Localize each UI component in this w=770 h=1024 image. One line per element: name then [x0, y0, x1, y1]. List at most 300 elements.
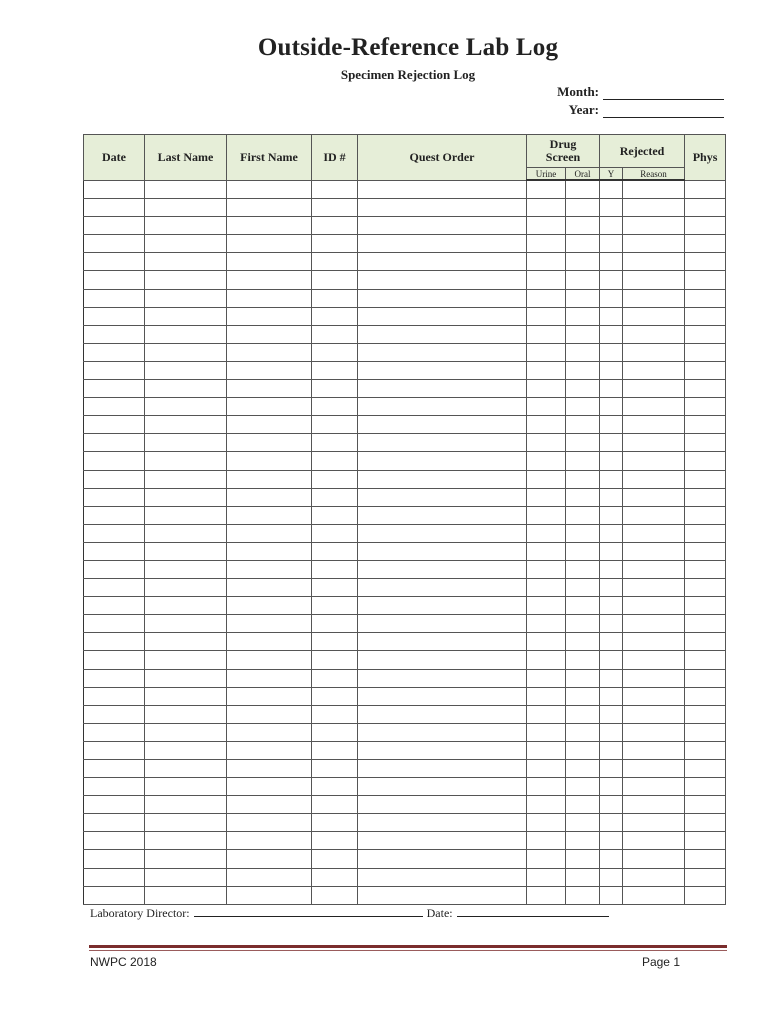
cell-date[interactable]: [84, 235, 145, 253]
cell-phys[interactable]: [685, 850, 726, 868]
cell-urine[interactable]: [527, 778, 566, 796]
cell-last-name[interactable]: [145, 542, 227, 560]
cell-last-name[interactable]: [145, 741, 227, 759]
cell-last-name[interactable]: [145, 289, 227, 307]
cell-y[interactable]: [600, 180, 623, 199]
cell-y[interactable]: [600, 741, 623, 759]
cell-quest-order[interactable]: [358, 506, 527, 524]
cell-oral[interactable]: [566, 506, 600, 524]
cell-date[interactable]: [84, 307, 145, 325]
cell-id[interactable]: [312, 651, 358, 669]
cell-y[interactable]: [600, 705, 623, 723]
cell-phys[interactable]: [685, 343, 726, 361]
cell-phys[interactable]: [685, 542, 726, 560]
cell-id[interactable]: [312, 687, 358, 705]
cell-first-name[interactable]: [227, 416, 312, 434]
cell-quest-order[interactable]: [358, 488, 527, 506]
cell-last-name[interactable]: [145, 361, 227, 379]
cell-last-name[interactable]: [145, 850, 227, 868]
cell-reason[interactable]: [623, 687, 685, 705]
cell-quest-order[interactable]: [358, 416, 527, 434]
cell-urine[interactable]: [527, 361, 566, 379]
cell-y[interactable]: [600, 633, 623, 651]
cell-y[interactable]: [600, 452, 623, 470]
cell-reason[interactable]: [623, 560, 685, 578]
cell-last-name[interactable]: [145, 778, 227, 796]
cell-quest-order[interactable]: [358, 289, 527, 307]
cell-phys[interactable]: [685, 506, 726, 524]
cell-urine[interactable]: [527, 524, 566, 542]
cell-oral[interactable]: [566, 434, 600, 452]
cell-oral[interactable]: [566, 687, 600, 705]
cell-id[interactable]: [312, 597, 358, 615]
cell-reason[interactable]: [623, 579, 685, 597]
cell-urine[interactable]: [527, 687, 566, 705]
cell-phys[interactable]: [685, 886, 726, 904]
cell-date[interactable]: [84, 506, 145, 524]
cell-y[interactable]: [600, 235, 623, 253]
cell-first-name[interactable]: [227, 380, 312, 398]
cell-oral[interactable]: [566, 886, 600, 904]
cell-quest-order[interactable]: [358, 470, 527, 488]
cell-y[interactable]: [600, 271, 623, 289]
cell-last-name[interactable]: [145, 180, 227, 199]
cell-y[interactable]: [600, 289, 623, 307]
cell-date[interactable]: [84, 760, 145, 778]
cell-urine[interactable]: [527, 850, 566, 868]
cell-urine[interactable]: [527, 705, 566, 723]
cell-y[interactable]: [600, 579, 623, 597]
cell-id[interactable]: [312, 434, 358, 452]
cell-oral[interactable]: [566, 307, 600, 325]
cell-urine[interactable]: [527, 343, 566, 361]
cell-quest-order[interactable]: [358, 199, 527, 217]
cell-y[interactable]: [600, 361, 623, 379]
cell-y[interactable]: [600, 506, 623, 524]
cell-id[interactable]: [312, 506, 358, 524]
cell-date[interactable]: [84, 723, 145, 741]
cell-date[interactable]: [84, 217, 145, 235]
cell-last-name[interactable]: [145, 199, 227, 217]
cell-urine[interactable]: [527, 615, 566, 633]
cell-last-name[interactable]: [145, 868, 227, 886]
cell-quest-order[interactable]: [358, 669, 527, 687]
cell-y[interactable]: [600, 380, 623, 398]
cell-oral[interactable]: [566, 452, 600, 470]
cell-last-name[interactable]: [145, 760, 227, 778]
cell-last-name[interactable]: [145, 217, 227, 235]
cell-reason[interactable]: [623, 597, 685, 615]
cell-last-name[interactable]: [145, 705, 227, 723]
cell-date[interactable]: [84, 669, 145, 687]
cell-reason[interactable]: [623, 886, 685, 904]
cell-quest-order[interactable]: [358, 579, 527, 597]
cell-phys[interactable]: [685, 868, 726, 886]
cell-urine[interactable]: [527, 398, 566, 416]
cell-urine[interactable]: [527, 470, 566, 488]
cell-first-name[interactable]: [227, 886, 312, 904]
cell-first-name[interactable]: [227, 325, 312, 343]
cell-urine[interactable]: [527, 597, 566, 615]
cell-reason[interactable]: [623, 416, 685, 434]
cell-last-name[interactable]: [145, 886, 227, 904]
cell-oral[interactable]: [566, 199, 600, 217]
cell-urine[interactable]: [527, 633, 566, 651]
cell-id[interactable]: [312, 361, 358, 379]
cell-phys[interactable]: [685, 669, 726, 687]
cell-phys[interactable]: [685, 235, 726, 253]
cell-oral[interactable]: [566, 615, 600, 633]
cell-oral[interactable]: [566, 235, 600, 253]
cell-last-name[interactable]: [145, 271, 227, 289]
cell-oral[interactable]: [566, 398, 600, 416]
cell-id[interactable]: [312, 741, 358, 759]
cell-last-name[interactable]: [145, 325, 227, 343]
cell-phys[interactable]: [685, 199, 726, 217]
cell-urine[interactable]: [527, 741, 566, 759]
cell-oral[interactable]: [566, 289, 600, 307]
cell-oral[interactable]: [566, 560, 600, 578]
cell-oral[interactable]: [566, 760, 600, 778]
cell-phys[interactable]: [685, 524, 726, 542]
cell-id[interactable]: [312, 615, 358, 633]
cell-reason[interactable]: [623, 778, 685, 796]
cell-quest-order[interactable]: [358, 814, 527, 832]
cell-urine[interactable]: [527, 253, 566, 271]
cell-id[interactable]: [312, 633, 358, 651]
cell-reason[interactable]: [623, 343, 685, 361]
cell-id[interactable]: [312, 886, 358, 904]
cell-last-name[interactable]: [145, 235, 227, 253]
cell-id[interactable]: [312, 850, 358, 868]
cell-reason[interactable]: [623, 669, 685, 687]
cell-last-name[interactable]: [145, 452, 227, 470]
cell-quest-order[interactable]: [358, 253, 527, 271]
cell-y[interactable]: [600, 796, 623, 814]
cell-phys[interactable]: [685, 633, 726, 651]
cell-first-name[interactable]: [227, 868, 312, 886]
cell-reason[interactable]: [623, 361, 685, 379]
cell-reason[interactable]: [623, 307, 685, 325]
cell-quest-order[interactable]: [358, 217, 527, 235]
cell-urine[interactable]: [527, 416, 566, 434]
cell-phys[interactable]: [685, 741, 726, 759]
cell-id[interactable]: [312, 524, 358, 542]
cell-last-name[interactable]: [145, 832, 227, 850]
cell-y[interactable]: [600, 832, 623, 850]
cell-date[interactable]: [84, 542, 145, 560]
cell-quest-order[interactable]: [358, 886, 527, 904]
cell-oral[interactable]: [566, 669, 600, 687]
cell-last-name[interactable]: [145, 615, 227, 633]
director-signature-line[interactable]: [194, 905, 423, 917]
cell-id[interactable]: [312, 778, 358, 796]
cell-phys[interactable]: [685, 615, 726, 633]
cell-quest-order[interactable]: [358, 651, 527, 669]
cell-date[interactable]: [84, 524, 145, 542]
cell-reason[interactable]: [623, 832, 685, 850]
cell-first-name[interactable]: [227, 651, 312, 669]
cell-date[interactable]: [84, 633, 145, 651]
cell-oral[interactable]: [566, 814, 600, 832]
cell-first-name[interactable]: [227, 253, 312, 271]
cell-id[interactable]: [312, 398, 358, 416]
cell-quest-order[interactable]: [358, 705, 527, 723]
cell-reason[interactable]: [623, 814, 685, 832]
cell-urine[interactable]: [527, 796, 566, 814]
cell-id[interactable]: [312, 705, 358, 723]
cell-oral[interactable]: [566, 271, 600, 289]
cell-y[interactable]: [600, 343, 623, 361]
cell-reason[interactable]: [623, 741, 685, 759]
cell-first-name[interactable]: [227, 796, 312, 814]
cell-date[interactable]: [84, 452, 145, 470]
cell-date[interactable]: [84, 868, 145, 886]
cell-id[interactable]: [312, 868, 358, 886]
cell-urine[interactable]: [527, 579, 566, 597]
cell-reason[interactable]: [623, 796, 685, 814]
cell-id[interactable]: [312, 723, 358, 741]
cell-date[interactable]: [84, 289, 145, 307]
cell-reason[interactable]: [623, 380, 685, 398]
cell-first-name[interactable]: [227, 542, 312, 560]
cell-first-name[interactable]: [227, 669, 312, 687]
cell-first-name[interactable]: [227, 760, 312, 778]
cell-first-name[interactable]: [227, 271, 312, 289]
cell-last-name[interactable]: [145, 470, 227, 488]
cell-date[interactable]: [84, 832, 145, 850]
cell-first-name[interactable]: [227, 832, 312, 850]
cell-urine[interactable]: [527, 380, 566, 398]
cell-quest-order[interactable]: [358, 850, 527, 868]
cell-date[interactable]: [84, 343, 145, 361]
cell-oral[interactable]: [566, 524, 600, 542]
cell-y[interactable]: [600, 651, 623, 669]
cell-date[interactable]: [84, 886, 145, 904]
cell-oral[interactable]: [566, 832, 600, 850]
cell-phys[interactable]: [685, 434, 726, 452]
cell-phys[interactable]: [685, 814, 726, 832]
cell-y[interactable]: [600, 760, 623, 778]
cell-y[interactable]: [600, 723, 623, 741]
cell-id[interactable]: [312, 217, 358, 235]
cell-phys[interactable]: [685, 560, 726, 578]
cell-phys[interactable]: [685, 796, 726, 814]
cell-date[interactable]: [84, 416, 145, 434]
cell-quest-order[interactable]: [358, 633, 527, 651]
cell-first-name[interactable]: [227, 307, 312, 325]
cell-oral[interactable]: [566, 705, 600, 723]
cell-last-name[interactable]: [145, 669, 227, 687]
cell-urine[interactable]: [527, 723, 566, 741]
cell-date[interactable]: [84, 560, 145, 578]
cell-oral[interactable]: [566, 488, 600, 506]
cell-y[interactable]: [600, 307, 623, 325]
cell-phys[interactable]: [685, 723, 726, 741]
cell-first-name[interactable]: [227, 615, 312, 633]
cell-first-name[interactable]: [227, 814, 312, 832]
cell-id[interactable]: [312, 271, 358, 289]
cell-oral[interactable]: [566, 633, 600, 651]
cell-id[interactable]: [312, 560, 358, 578]
cell-y[interactable]: [600, 325, 623, 343]
cell-oral[interactable]: [566, 325, 600, 343]
cell-last-name[interactable]: [145, 579, 227, 597]
cell-date[interactable]: [84, 615, 145, 633]
cell-first-name[interactable]: [227, 361, 312, 379]
cell-urine[interactable]: [527, 560, 566, 578]
cell-last-name[interactable]: [145, 253, 227, 271]
cell-phys[interactable]: [685, 778, 726, 796]
year-input-line[interactable]: [603, 105, 724, 118]
cell-reason[interactable]: [623, 723, 685, 741]
cell-y[interactable]: [600, 542, 623, 560]
cell-quest-order[interactable]: [358, 307, 527, 325]
cell-first-name[interactable]: [227, 488, 312, 506]
cell-urine[interactable]: [527, 669, 566, 687]
cell-urine[interactable]: [527, 814, 566, 832]
cell-reason[interactable]: [623, 506, 685, 524]
cell-id[interactable]: [312, 796, 358, 814]
cell-first-name[interactable]: [227, 217, 312, 235]
cell-id[interactable]: [312, 180, 358, 199]
cell-reason[interactable]: [623, 253, 685, 271]
cell-y[interactable]: [600, 560, 623, 578]
cell-y[interactable]: [600, 398, 623, 416]
cell-first-name[interactable]: [227, 343, 312, 361]
cell-date[interactable]: [84, 579, 145, 597]
cell-date[interactable]: [84, 687, 145, 705]
cell-reason[interactable]: [623, 434, 685, 452]
cell-date[interactable]: [84, 814, 145, 832]
cell-phys[interactable]: [685, 180, 726, 199]
cell-first-name[interactable]: [227, 850, 312, 868]
cell-phys[interactable]: [685, 325, 726, 343]
cell-phys[interactable]: [685, 289, 726, 307]
cell-id[interactable]: [312, 542, 358, 560]
cell-first-name[interactable]: [227, 597, 312, 615]
cell-date[interactable]: [84, 796, 145, 814]
cell-quest-order[interactable]: [358, 271, 527, 289]
cell-urine[interactable]: [527, 651, 566, 669]
cell-last-name[interactable]: [145, 524, 227, 542]
cell-id[interactable]: [312, 760, 358, 778]
cell-last-name[interactable]: [145, 416, 227, 434]
cell-id[interactable]: [312, 380, 358, 398]
cell-oral[interactable]: [566, 217, 600, 235]
cell-last-name[interactable]: [145, 814, 227, 832]
cell-date[interactable]: [84, 361, 145, 379]
cell-y[interactable]: [600, 886, 623, 904]
cell-date[interactable]: [84, 488, 145, 506]
cell-y[interactable]: [600, 253, 623, 271]
cell-y[interactable]: [600, 850, 623, 868]
cell-date[interactable]: [84, 778, 145, 796]
cell-date[interactable]: [84, 651, 145, 669]
cell-oral[interactable]: [566, 868, 600, 886]
cell-phys[interactable]: [685, 253, 726, 271]
cell-id[interactable]: [312, 579, 358, 597]
cell-last-name[interactable]: [145, 434, 227, 452]
cell-id[interactable]: [312, 814, 358, 832]
cell-date[interactable]: [84, 180, 145, 199]
cell-urine[interactable]: [527, 886, 566, 904]
cell-y[interactable]: [600, 597, 623, 615]
cell-reason[interactable]: [623, 470, 685, 488]
cell-last-name[interactable]: [145, 633, 227, 651]
cell-quest-order[interactable]: [358, 597, 527, 615]
cell-urine[interactable]: [527, 506, 566, 524]
signoff-date-line[interactable]: [457, 905, 609, 917]
cell-y[interactable]: [600, 217, 623, 235]
cell-id[interactable]: [312, 253, 358, 271]
cell-quest-order[interactable]: [358, 796, 527, 814]
cell-reason[interactable]: [623, 398, 685, 416]
cell-phys[interactable]: [685, 271, 726, 289]
cell-first-name[interactable]: [227, 434, 312, 452]
cell-first-name[interactable]: [227, 524, 312, 542]
cell-first-name[interactable]: [227, 289, 312, 307]
cell-y[interactable]: [600, 470, 623, 488]
cell-y[interactable]: [600, 524, 623, 542]
cell-id[interactable]: [312, 235, 358, 253]
cell-quest-order[interactable]: [358, 560, 527, 578]
month-input-line[interactable]: [603, 87, 724, 100]
cell-date[interactable]: [84, 741, 145, 759]
cell-phys[interactable]: [685, 452, 726, 470]
cell-last-name[interactable]: [145, 506, 227, 524]
cell-quest-order[interactable]: [358, 452, 527, 470]
cell-id[interactable]: [312, 669, 358, 687]
cell-id[interactable]: [312, 488, 358, 506]
cell-reason[interactable]: [623, 217, 685, 235]
cell-reason[interactable]: [623, 235, 685, 253]
cell-reason[interactable]: [623, 850, 685, 868]
cell-urine[interactable]: [527, 452, 566, 470]
cell-quest-order[interactable]: [358, 687, 527, 705]
cell-date[interactable]: [84, 253, 145, 271]
cell-oral[interactable]: [566, 850, 600, 868]
cell-first-name[interactable]: [227, 506, 312, 524]
cell-phys[interactable]: [685, 597, 726, 615]
cell-reason[interactable]: [623, 488, 685, 506]
cell-id[interactable]: [312, 289, 358, 307]
cell-phys[interactable]: [685, 470, 726, 488]
cell-first-name[interactable]: [227, 741, 312, 759]
cell-urine[interactable]: [527, 760, 566, 778]
cell-date[interactable]: [84, 705, 145, 723]
cell-oral[interactable]: [566, 361, 600, 379]
cell-last-name[interactable]: [145, 687, 227, 705]
cell-urine[interactable]: [527, 199, 566, 217]
cell-date[interactable]: [84, 597, 145, 615]
cell-last-name[interactable]: [145, 380, 227, 398]
cell-first-name[interactable]: [227, 687, 312, 705]
cell-urine[interactable]: [527, 307, 566, 325]
cell-date[interactable]: [84, 398, 145, 416]
cell-first-name[interactable]: [227, 180, 312, 199]
cell-urine[interactable]: [527, 488, 566, 506]
cell-id[interactable]: [312, 470, 358, 488]
cell-urine[interactable]: [527, 542, 566, 560]
cell-reason[interactable]: [623, 705, 685, 723]
cell-oral[interactable]: [566, 796, 600, 814]
cell-date[interactable]: [84, 199, 145, 217]
cell-reason[interactable]: [623, 542, 685, 560]
cell-quest-order[interactable]: [358, 398, 527, 416]
cell-reason[interactable]: [623, 289, 685, 307]
cell-last-name[interactable]: [145, 651, 227, 669]
